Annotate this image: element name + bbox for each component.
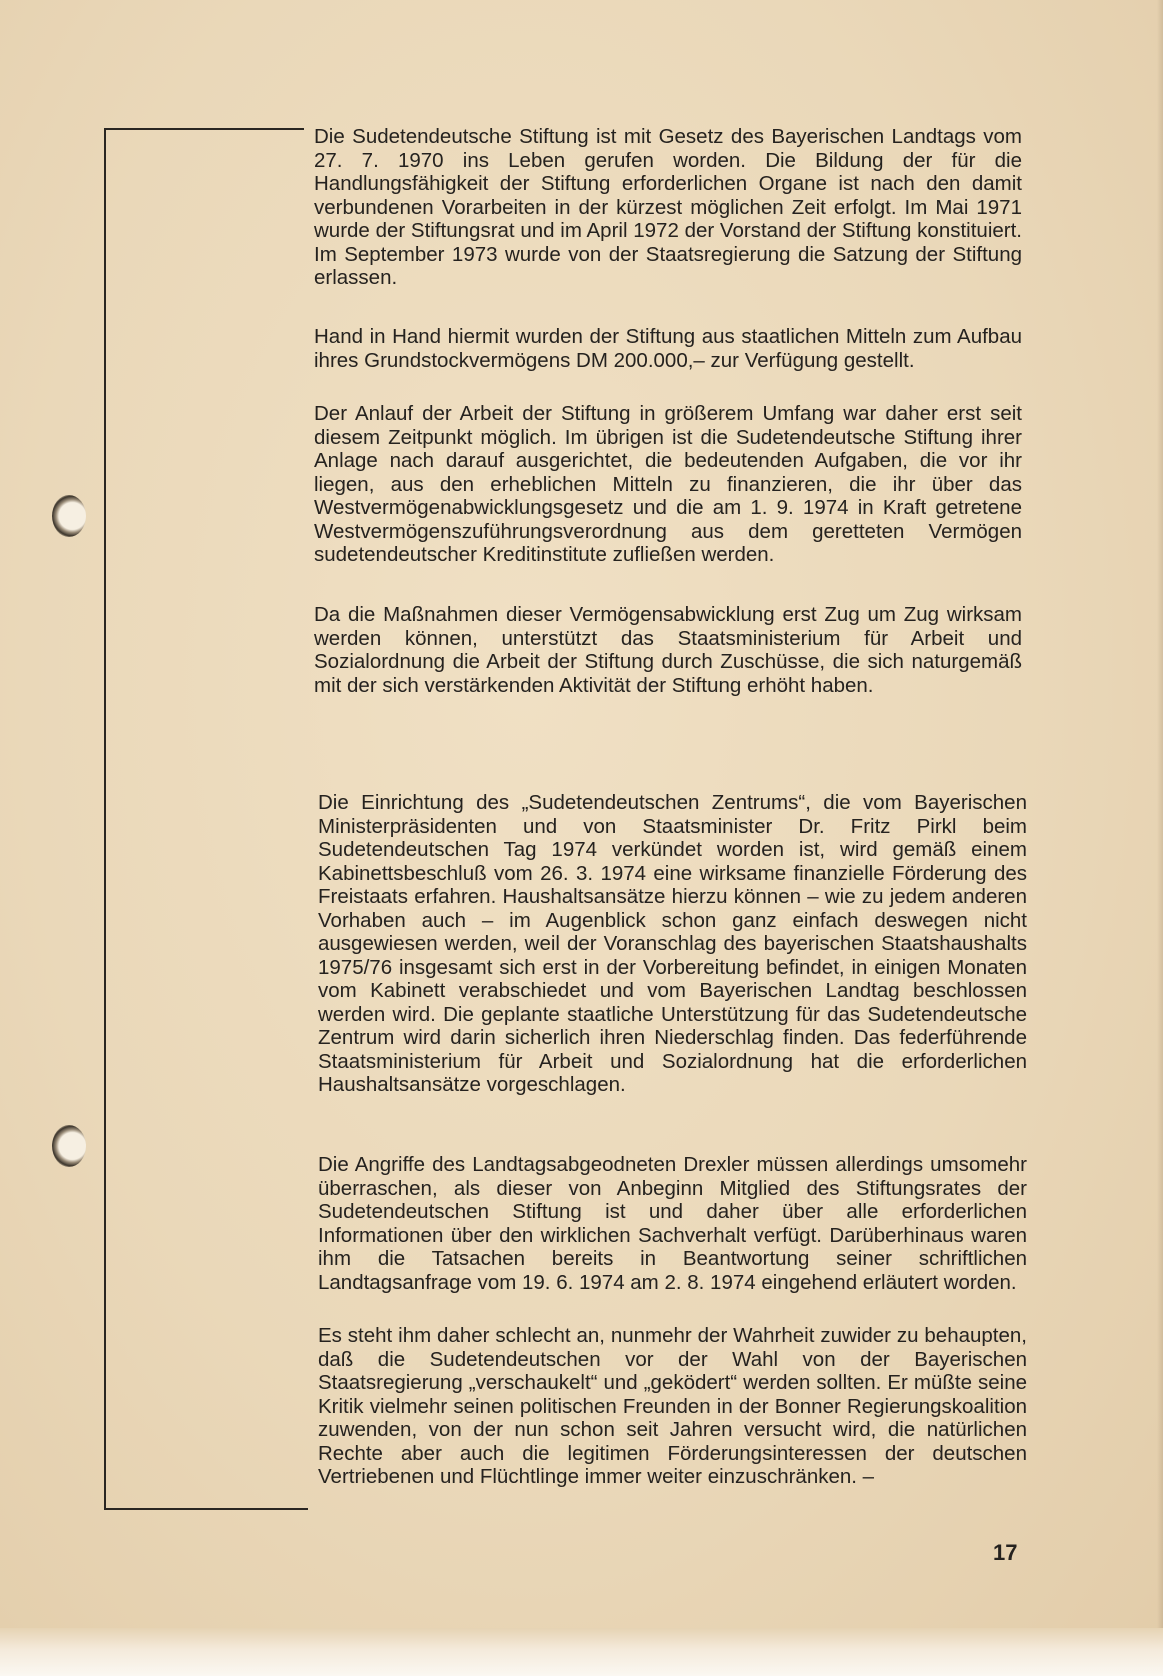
paragraph-drexler-attacks: Die Angriffe des Landtagsabgeodneten Drexler müssen allerdings umsomehr überraschen, als dieser von Anbeginn Mitglied des Stiftungsrates der Sudetendeutschen Stiftung ist und daher über alle erforderlichen Informationen über den wirklichen Sachverhalt verfügt. Darüberhinaus waren ihm die Tatsachen bereits in Beantwortung seiner schriftlichen Landtagsanfrage vom 19. 6. 1974 am 2. 8. 1974 eingehend erläutert worden. xyxy=(318,1153,1027,1294)
paragraph-foundation-law: Die Sudetendeutsche Stiftung ist mit Gesetz des Bayerischen Landtags vom 27. 7. 1970 ins Leben gerufen worden. Die Bildung der für die Handlungsfähigkeit der Stiftung erforderlichen Organe ist nach den damit verbundenen Vorarbeiten in der kürzest möglichen Zeit erfolgt. Im Mai 1971 wurde der Stiftungsrat und im April 1972 der Vorstand der Stiftung konstituiert. Im September 1973 wurde von der Staatsregierung die Satzung der Stiftung erlassen. xyxy=(314,125,1022,289)
binder-hole-top xyxy=(52,495,86,537)
margin-rule-vertical xyxy=(104,128,106,1510)
page-number: 17 xyxy=(993,1540,1018,1565)
paragraph-sudeten-center: Die Einrichtung des „Sudetendeutschen Zentrums“, die vom Bayerischen Ministerpräsidenten und von Staatsminister Dr. Fritz Pirkl beim Sudetendeutschen Tag 1974 verkündet worden ist, wird gemäß einem Kabinettsbeschluß vom 26. 3. 1974 eine wirksame finanzielle Förderung des Freistaats erfahren. Haushaltsansätze hierzu können – wie zu jedem anderen Vorhaben auch – im Augenblick schon ganz einfach deswegen nicht ausgewiesen werden, weil der Voranschlag des bayerischen Staatshaushalts 1975/76 insgesamt sich erst in der Vorbereitung befindet, in einigen Monaten vom Kabinett verabschiedet und vom Bayerischen Landtag beschlossen werden wird. Die geplante staatliche Unterstützung für das Sudetendeutsche Zentrum wird darin sicherlich ihren Niederschlag finden. Das federführende Staatsministerium für Arbeit und Sozialordnung hat die erforderlichen Haushaltsansätze vorgeschlagen. xyxy=(318,791,1027,1096)
paragraph-conclusion: Es steht ihm daher schlecht an, nunmehr der Wahrheit zuwider zu behaupten, daß die Sudetendeutschen vor der Wahl von der Bayerischen Staatsregierung „verschaukelt“ und „geködert“ werden sollten. Er müßte seine Kritik vielmehr seinen politischen Freunden in der Bonner Regierungskoalition zuwenden, von der nun schon seit Jahren versucht wird, die natürlichen Rechte aber auch die legitimen Förderungsinteressen der deutschen Vertriebenen und Flüchtlinge immer weiter einzuschränken. – xyxy=(318,1324,1027,1488)
paragraph-work-start: Der Anlauf der Arbeit der Stiftung in größerem Umfang war daher erst seit diesem Zeitpunkt möglich. Im übrigen ist die Sudetendeutsche Stiftung ihrer Anlage nach darauf ausgerichtet, die bedeutenden Aufgaben, die vor ihr liegen, aus den erheblichen Mitteln zu finanzieren, die ihr über das Westvermögenabwicklungsgesetz und die am 1. 9. 1974 in Kraft getretene Westvermögenszuführungsverordnung aus dem geretteten Vermögen sudetendeutscher Kreditinstitute zufließen werden. xyxy=(314,402,1022,566)
page-edge-shadow xyxy=(1157,0,1163,1676)
paragraph-state-funds: Hand in Hand hiermit wurden der Stiftung aus staatlichen Mitteln zum Aufbau ihres Grundstockvermögens DM 200.000,– zur Verfügung gestellt. xyxy=(314,325,1022,372)
margin-rule-top xyxy=(104,128,304,130)
paragraph-subsidies: Da die Maßnahmen dieser Vermögensabwicklung erst Zug um Zug wirksam werden können, unterstützt das Staatsministerium für Arbeit und Sozialordnung die Arbeit der Stiftung durch Zuschüsse, die sich naturgemäß mit der sich verstärkenden Aktivität der Stiftung erhöht haben. xyxy=(314,603,1022,697)
binder-hole-bottom xyxy=(52,1125,86,1167)
margin-rule-bottom xyxy=(104,1508,308,1510)
page-bottom-margin xyxy=(0,1628,1163,1676)
